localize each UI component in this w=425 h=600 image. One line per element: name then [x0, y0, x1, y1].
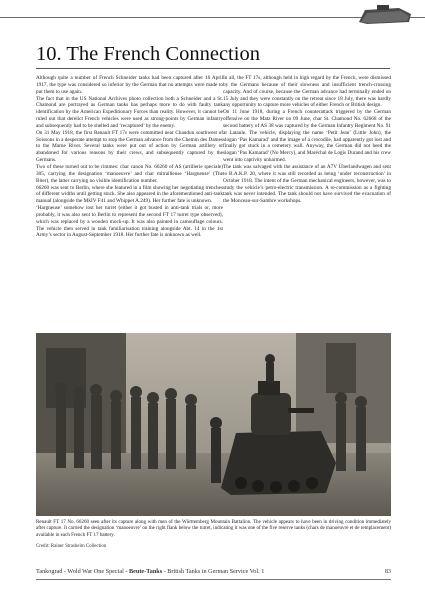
- footer-book-title: Beute-Tanks: [129, 568, 163, 575]
- left-text-column: [36, 75, 223, 239]
- paragraph: 66260 was sent to Berlin, where she featured in a film showing her negotiating trenches of different widths until getting stuck. She also appeared in the aforementioned anti-tank manual (alongside the MkIV F41 and Whippet A.249). Her further fate is unknown.: [36, 184, 223, 205]
- paragraph: Although quite a number of French Schneider tanks had been captured after 16 April 1917, the type was considered so inferior by the German that no attempts were made to put them to use again.: [36, 75, 223, 95]
- paragraph: The fact that in the US National Archives photo collection both a Schneider and a St. Chamond are portrayed as German tanks has perhaps more to do with faulty tank identification by the American Expeditionary Forces than reality. However, it cannot be ruled out that derelict French vehicles were used as strong-points by German infantry and subsequently had to be shelled and ‘recaptured’ by the enemy.: [36, 95, 223, 129]
- caption-text: Renault FT 17 No. 66260 seen after its capture along with men of the Württemberg Mountain Battalion. The vehicle appears to have been in driving condition immediately after capture. It carried the designation ‘manoeuvre’ on the right flank below the turret, indicating it was one of the five reserve tanks (chars de manoeuvre et de remplacement) available in each French FT 17 battery.: [36, 519, 391, 538]
- page-header: [0, 0, 425, 30]
- paragraph: The tank was salvaged with the assistance of an A7V Überlandwagen and sent to B.A.K.P. 20, where it was still recorded as being ‘under reconstruction’ in October 1918. The intent of the German mechanical engineers, however, was to study the vehicle’s petro-electric transmission. A re-commission as a fighting tank was never intended. The tank should not have survived the evacuation of the Monceau-sur-Sambre workshops.: [223, 163, 391, 205]
- paragraph: On 11 June 1918, during a French counterattack triggered by the German offensive on the Matz River on 09 June, char St. Chamond No. 62668 of the second battery of AS 38 was captured by the German Infantry Regiment No. 91 at Lataule. The vehicle, displaying the name ‘Petit Jean’ (Little John), the slogan ‘Pas Kamarad’ and the image of a crocodile, had apparently got lost and finally got stuck in a cemetery wall. Anyway, the German did not heed the slogan ‘Pas Kamarad’ (No Mercy), and Maréchal de Logis Durand and his crew went into captivity unharmed.: [223, 109, 391, 164]
- paragraph: On 31 May 1918, the first Renault FT 17s were committed near Chaudun southwest of Soissons in a desperate attempt to stop the German advance from the Chemin des Dames to the Marne River. Several tanks were put out of action by German artillery or abandoned for various reasons by their crews, and subsequently captured by the Germans.: [36, 129, 223, 164]
- chapter-title: 10. The French Connection: [36, 43, 260, 65]
- footer-subtitle: - British Tanks in German Service Vol. 1: [162, 568, 265, 575]
- footer-series: [36, 568, 264, 575]
- paragraph: ‘Hargneuse’ somehow lost her turret (either it got busted in anti-tank trials or, more probably, it was also sent to Berlin to represent the second FT 17 turret type observed), which was replaced by a wooden mock-up. It was also painted in camouflage colours. The vehicle then served in tank familiarisation training alongside Abt. 14 in the 1st Army’s sector in August-September 1918. Her further fate is unknown as well.: [36, 205, 223, 239]
- right-text-column: [223, 75, 391, 205]
- footer-series-text: Tankograd - Wold War One Special -: [36, 568, 130, 575]
- paragraph: Two of these turned out to be rimmes: char canon No. 66260 of AS (artillerie speciale) 305, carrying the designation ‘manoeuvre’ and char mitrailleuse ‘Hargneuse’ (The Biter), the latter carrying no visible identification number.: [36, 163, 223, 184]
- title-rule: [36, 68, 390, 69]
- historical-photo: [36, 333, 391, 516]
- tank-silhouette-icon: [355, 2, 415, 26]
- photo-caption: [36, 519, 391, 538]
- photo-credit: Credit: Rainer Strasheim Collection: [36, 544, 107, 549]
- photo-illustration: [36, 333, 391, 516]
- page-number: 83: [384, 568, 391, 575]
- footer-rule: [36, 579, 391, 580]
- paragraph: In all, the FT 17s, although held in high regard by the French, were dismissed by the Germans because of their slowness and insufficient trench-crossing capacity. And of course, because the German advance had terminally ended on 15 July and they were constantly on the retreat since 18 July, there was hardly any opportunity to capture more vehicles of either French or British design.: [223, 75, 391, 109]
